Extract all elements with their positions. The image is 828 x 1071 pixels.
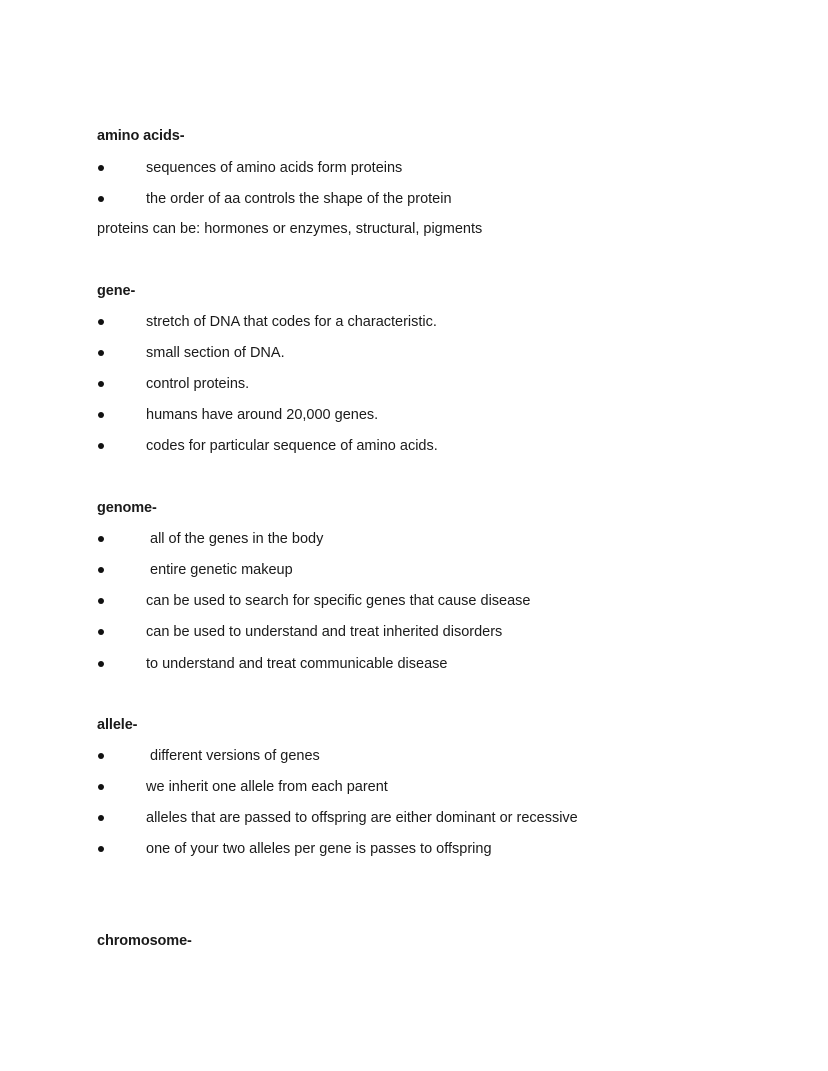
list-item-text: humans have around 20,000 genes.: [146, 407, 379, 423]
bullet-icon: [98, 815, 104, 821]
bullet-icon: [98, 598, 104, 604]
list-item: [0, 530, 828, 548]
heading-gene: gene-: [97, 283, 136, 299]
bullet-icon: [98, 629, 104, 635]
list-item: [0, 840, 828, 858]
list-item: [0, 190, 828, 208]
list-item: [0, 809, 828, 827]
heading-allele: allele-: [97, 717, 138, 733]
list-item-text: can be used to search for specific genes that cause disease: [146, 593, 531, 609]
list-item: [0, 747, 828, 765]
list-item-text: one of your two alleles per gene is passes to offspring: [146, 841, 492, 857]
list-item: [0, 159, 828, 177]
heading-chromosome: chromosome-: [97, 933, 192, 949]
list-item-text: the order of aa controls the shape of the protein: [146, 191, 452, 207]
bullet-icon: [98, 661, 104, 667]
list-item: [0, 406, 828, 424]
list-item-text: can be used to understand and treat inherited disorders: [146, 624, 503, 640]
list-item: [0, 623, 828, 641]
list-item-text: small section of DNA.: [146, 345, 285, 361]
list-item: [0, 375, 828, 393]
list-item-text: different versions of genes: [150, 748, 320, 764]
list-item: [0, 778, 828, 796]
list-item-text: entire genetic makeup: [150, 562, 293, 578]
proteins-note: proteins can be: hormones or enzymes, structural, pigments: [97, 221, 483, 237]
list-item-text: all of the genes in the body: [150, 531, 324, 547]
bullet-icon: [98, 753, 104, 759]
list-item-text: sequences of amino acids form proteins: [146, 160, 403, 176]
bullet-icon: [98, 381, 104, 387]
list-item-text: alleles that are passed to offspring are either dominant or recessive: [146, 810, 578, 826]
list-item-text: codes for particular sequence of amino acids.: [146, 438, 438, 454]
bullet-icon: [98, 196, 104, 202]
list-item-text: stretch of DNA that codes for a characteristic.: [146, 314, 437, 330]
list-item: [0, 313, 828, 331]
bullet-icon: [98, 319, 104, 325]
bullet-icon: [98, 784, 104, 790]
list-item-text: to understand and treat communicable disease: [146, 656, 448, 672]
list-item-text: we inherit one allele from each parent: [146, 779, 388, 795]
list-item: [0, 437, 828, 455]
list-item: [0, 655, 828, 673]
bullet-icon: [98, 567, 104, 573]
bullet-icon: [98, 412, 104, 418]
bullet-icon: [98, 165, 104, 171]
bullet-icon: [98, 443, 104, 449]
bullet-icon: [98, 350, 104, 356]
list-item: [0, 561, 828, 579]
bullet-icon: [98, 846, 104, 852]
heading-genome: genome-: [97, 500, 157, 516]
list-item: [0, 592, 828, 610]
list-item: [0, 344, 828, 362]
heading-amino-acids: amino acids-: [97, 128, 185, 144]
list-item-text: control proteins.: [146, 376, 250, 392]
bullet-icon: [98, 536, 104, 542]
